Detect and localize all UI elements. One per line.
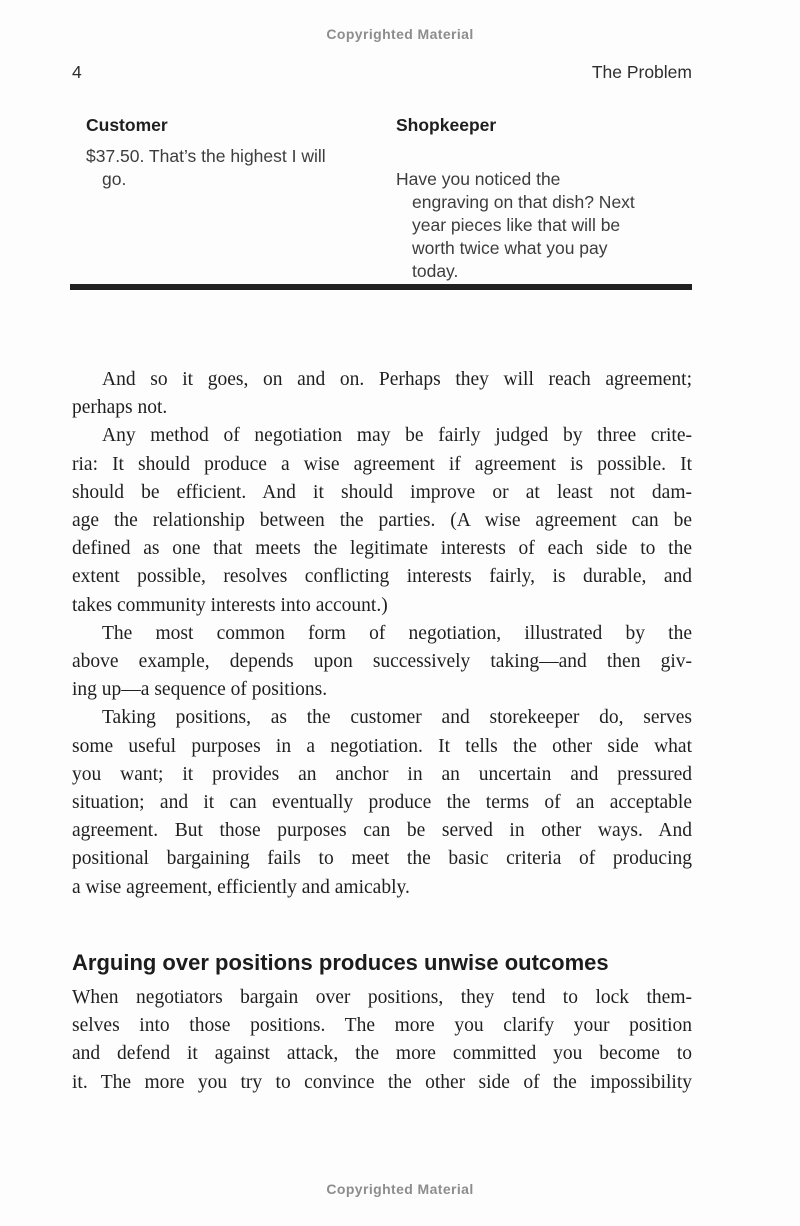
body-line: above example, depends upon successively taking—and then giv-: [72, 651, 692, 673]
dialogue-shopkeeper-column: [396, 114, 688, 283]
body-line: defined as one that meets the legitimate interests of each side to the: [72, 538, 692, 560]
body-line: situation; and it can eventually produce the terms of an acceptable: [72, 792, 692, 814]
body-line: agreement. But those purposes can be served in other ways. And: [72, 820, 692, 842]
body-line: should be efficient. And it should improve or at least not dam-: [72, 481, 692, 503]
body-line: takes community interests into account.): [72, 594, 388, 616]
copyright-notice-top: Copyrighted Material: [326, 26, 474, 42]
copyright-notice-bottom: Copyrighted Material: [326, 1181, 474, 1197]
running-header: [72, 62, 692, 83]
dialogue-line: Have you noticed the: [396, 169, 561, 189]
body-line: positional bargaining fails to meet the basic criteria of producing: [72, 848, 692, 870]
dialogue-line: go.: [102, 169, 127, 189]
dialogue-line: year pieces like that will be: [412, 215, 621, 235]
body-line: and defend it against attack, the more committed you become to: [72, 1043, 692, 1065]
body-line: Taking positions, as the customer and storekeeper do, serves: [102, 707, 692, 729]
body-text-continued: [72, 984, 692, 1097]
running-header-title: The Problem: [591, 62, 692, 82]
dialogue-line: $37.50. That’s the highest I will: [86, 146, 326, 166]
dialogue-customer-column: [86, 114, 386, 191]
body-line: it. The more you try to convince the other side of the impossibility: [72, 1071, 692, 1093]
body-line: extent possible, resolves conflicting interests fairly, is durable, and: [72, 566, 692, 588]
body-line: And so it goes, on and on. Perhaps they will reach agreement;: [102, 369, 692, 390]
body-line: Any method of negotiation may be fairly judged by three crite-: [102, 425, 692, 447]
dialogue-shopkeeper-text: [396, 168, 688, 283]
body-text: [72, 366, 692, 902]
body-line: The most common form of negotiation, illustrated by the: [102, 622, 692, 644]
dialogue-customer-header: Customer: [86, 115, 168, 135]
dialogue-line: engraving on that dish? Next: [412, 192, 635, 212]
dialogue-shopkeeper-header: Shopkeeper: [396, 115, 497, 135]
section-divider-rule: [70, 284, 692, 290]
body-line: ing up—a sequence of positions.: [72, 679, 328, 701]
section-heading: Arguing over positions produces unwise outcomes: [72, 950, 609, 975]
body-line: When negotiators bargain over positions, they tend to lock them-: [72, 987, 692, 1008]
body-line: ria: It should produce a wise agreement if agreement is possible. It: [72, 453, 692, 475]
body-line: selves into those positions. The more you clarify your position: [72, 1015, 692, 1037]
dialogue-line: today.: [412, 261, 459, 281]
page-number: 4: [72, 62, 82, 82]
dialogue-customer-text: [86, 145, 386, 191]
body-line: perhaps not.: [72, 397, 168, 419]
body-line: you want; it provides an anchor in an uncertain and pressured: [72, 763, 692, 785]
body-line: some useful purposes in a negotiation. It tells the other side what: [72, 735, 692, 757]
body-line: a wise agreement, efficiently and amicably.: [72, 876, 410, 898]
body-line: age the relationship between the parties. (A wise agreement can be: [72, 510, 692, 532]
dialogue-line: worth twice what you pay: [412, 238, 608, 258]
